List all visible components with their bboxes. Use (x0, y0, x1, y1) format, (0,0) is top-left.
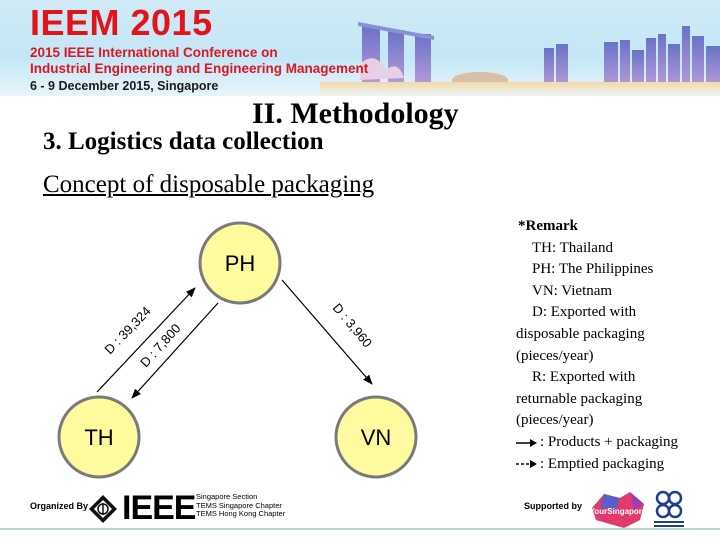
node-th (59, 397, 139, 477)
yoursingapore-logo-icon (590, 490, 646, 530)
conference-subtitle-line1: 2015 IEEE International Conference on (30, 45, 278, 60)
node-vn (336, 397, 416, 477)
ieee-sections-list (196, 493, 285, 519)
dashed-arrow-icon (516, 459, 538, 469)
packaging-flow-diagram (0, 200, 500, 490)
ieee-wordmark: IEEE (122, 489, 196, 527)
ieee-section-1: Singapore Section (196, 492, 258, 501)
slide-subtitle: 3. Logistics data collection (43, 128, 324, 155)
organized-by-label: Organized By (30, 501, 89, 511)
edge-label-ph-vn: D : 3,960 (329, 300, 376, 351)
conference-subtitle-line2: Industrial Engineering and Engineering Management (30, 61, 369, 76)
concept-title: Concept of disposable packaging (43, 171, 375, 198)
legend-dashed-arrow-row (516, 454, 720, 476)
legend-dashed-label: : Emptied packaging (540, 455, 665, 472)
edge-th-to-ph (97, 288, 195, 392)
remark-ph: PH: The Philippines (532, 261, 654, 278)
footer-divider (0, 528, 720, 530)
remark-r-line2: returnable packaging (516, 390, 643, 407)
ieee-diamond-logo-icon (88, 494, 118, 524)
node-label-vn: VN (360, 425, 392, 450)
remark-vn: VN: Vietnam (532, 282, 613, 299)
legend-solid-arrow-row (516, 432, 720, 454)
remark-d-line3: (pieces/year) (516, 347, 594, 364)
ieee-section-2: TEMS Singapore Chapter (196, 500, 282, 510)
edge-label-ph-th: D : 7,800 (137, 320, 184, 371)
conference-date-location: 6 - 9 December 2015, Singapore (30, 79, 219, 93)
remark-title: *Remark (518, 218, 578, 234)
footer-sponsors (0, 488, 720, 540)
node-ph (200, 223, 280, 303)
remark-d-line2: disposable packaging (516, 325, 645, 342)
singapore-skyline-image (320, 0, 720, 96)
solid-arrow-icon (516, 438, 538, 448)
node-label-ph: PH (224, 251, 256, 276)
edge-ph-to-vn (282, 280, 375, 384)
section-title: II. Methodology (252, 97, 459, 130)
remark-r-line1: R: Exported with (532, 369, 636, 386)
edge-label-th-ph: D : 39,324 (101, 303, 154, 358)
legend-solid-label: : Products + packaging (540, 433, 679, 450)
supported-by-label: Supported by (524, 501, 582, 511)
conference-banner (0, 0, 720, 96)
svg-text:YourSingapore: YourSingapore (590, 507, 646, 516)
node-label-th: TH (84, 425, 114, 450)
government-agency-logo-icon (652, 490, 686, 530)
remark-th: TH: Thailand (532, 239, 613, 256)
ieee-section-3: TEMS Hong Kong Chapter (196, 509, 286, 518)
remark-d-line1: D: Exported with (532, 304, 637, 321)
remark-r-line3: (pieces/year) (516, 412, 594, 429)
conference-title: IEEM 2015 (30, 2, 213, 43)
remark-legend (516, 216, 720, 475)
